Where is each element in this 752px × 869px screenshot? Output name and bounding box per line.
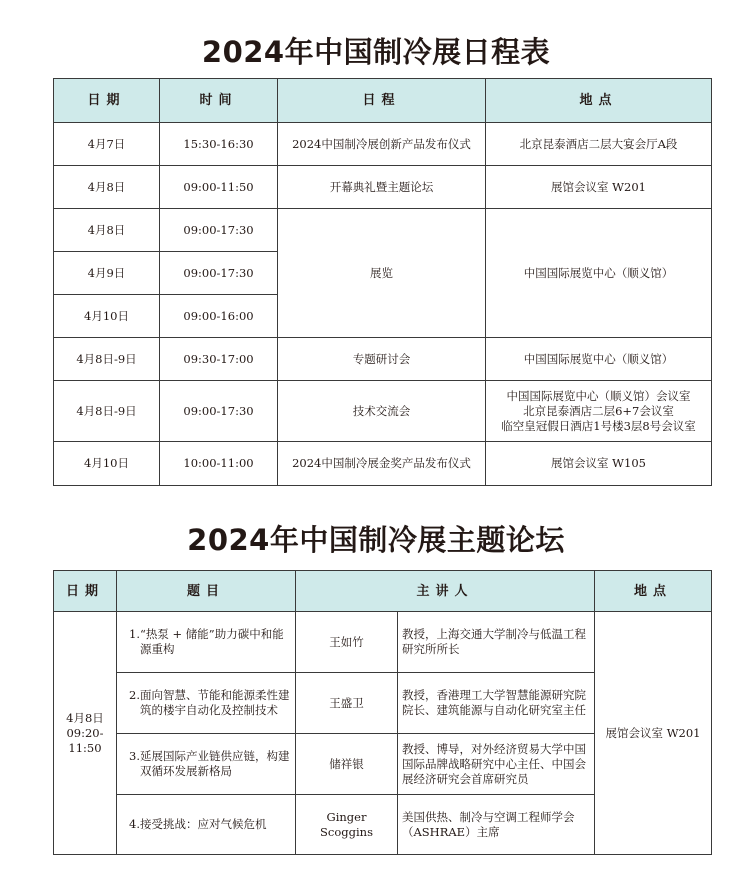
topic-number: 1. — [129, 627, 140, 641]
time-cell: 09:00-17:30 — [160, 252, 278, 295]
topic-cell — [117, 795, 296, 855]
date-cell: 4月8日 — [54, 209, 160, 252]
date-cell: 4月10日 — [54, 442, 160, 486]
date-cell: 4月9日 — [54, 252, 160, 295]
date-cell: 4月8日 — [54, 166, 160, 209]
bio-cell: 教授，香港理工大学智慧能源研究院院长、建筑能源与自动化研究室主任 — [398, 673, 595, 734]
topic-cell — [117, 673, 296, 734]
speaker-cell: 储祥银 — [296, 734, 398, 795]
event-cell: 开幕典礼暨主题论坛 — [278, 166, 486, 209]
table-row — [54, 381, 712, 442]
topic-text: 面向智慧、节能和能源柔性建筑的楼宇自动化及控制技术 — [139, 688, 290, 717]
event-cell: 技术交流会 — [278, 381, 486, 442]
time-cell: 09:00-16:00 — [160, 295, 278, 338]
bio-cell: 美国供热、制冷与空调工程师学会（ASHRAE）主席 — [398, 795, 595, 855]
venue-cell: 中国国际展览中心（顺义馆） — [486, 209, 712, 338]
venue-line: 中国国际展览中心（顺义馆）会议室 — [506, 388, 691, 403]
venue-line: 北京昆泰酒店二层6+7会议室 — [523, 403, 674, 418]
forum-header-row — [54, 571, 712, 612]
forum-table — [53, 570, 712, 855]
forum-date-cell — [54, 612, 117, 855]
date-cell: 4月8日-9日 — [54, 338, 160, 381]
col-header-time: 时间 — [160, 79, 278, 123]
col-header-venue: 地点 — [595, 571, 712, 612]
event-cell: 专题研讨会 — [278, 338, 486, 381]
venue-line: 临空皇冠假日酒店1号楼3层8号会议室 — [501, 418, 696, 433]
speaker-cell: 王如竹 — [296, 612, 398, 673]
topic-number: 3. — [129, 749, 140, 763]
speaker-cell: Ginger Scoggins — [296, 795, 398, 855]
col-header-date: 日期 — [54, 79, 160, 123]
table-row — [54, 123, 712, 166]
col-header-topic: 题目 — [117, 571, 296, 612]
table-row — [54, 612, 712, 673]
time-cell: 09:00-11:50 — [160, 166, 278, 209]
event-cell: 展览 — [278, 209, 486, 338]
schedule-table — [53, 78, 712, 486]
topic-number: 4. — [129, 817, 140, 831]
table-row — [54, 166, 712, 209]
topic-cell — [117, 734, 296, 795]
schedule-header-row — [54, 79, 712, 123]
topic-number: 2. — [129, 688, 140, 702]
col-header-date: 日期 — [54, 571, 117, 612]
table-row — [54, 442, 712, 486]
table-row — [54, 209, 712, 252]
venue-cell: 展馆会议室 W201 — [486, 166, 712, 209]
col-header-speaker: 主讲人 — [296, 571, 595, 612]
table-row — [54, 338, 712, 381]
topic-text: “热泵 + 储能”助力碳中和能源重构 — [139, 627, 284, 656]
venue-cell: 中国国际展览中心（顺义馆） — [486, 338, 712, 381]
col-header-venue: 地点 — [486, 79, 712, 123]
forum-time: 09:20-11:50 — [66, 725, 104, 755]
time-cell: 10:00-11:00 — [160, 442, 278, 486]
forum-venue-cell: 展馆会议室 W201 — [595, 612, 712, 855]
bio-cell: 教授、博导，对外经济贸易大学中国国际品牌战略研究中心主任、中国会展经济研究会首席研究员 — [398, 734, 595, 795]
schedule-title: 2024年中国制冷展日程表 — [201, 35, 551, 69]
time-cell: 09:30-17:00 — [160, 338, 278, 381]
col-header-event: 日程 — [278, 79, 486, 123]
speaker-cell: 王盛卫 — [296, 673, 398, 734]
time-cell: 09:00-17:30 — [160, 381, 278, 442]
topic-text: 延展国际产业链供应链，构建双循环发展新格局 — [139, 749, 290, 778]
venue-cell: 展馆会议室 W105 — [486, 442, 712, 486]
forum-date: 4月8日 — [66, 710, 104, 725]
time-cell: 15:30-16:30 — [160, 123, 278, 166]
date-cell: 4月10日 — [54, 295, 160, 338]
date-cell: 4月8日-9日 — [54, 381, 160, 442]
venue-cell — [486, 381, 712, 442]
event-cell: 2024中国制冷展金奖产品发布仪式 — [278, 442, 486, 486]
venue-cell: 北京昆泰酒店二层大宴会厅A段 — [486, 123, 712, 166]
forum-title: 2024年中国制冷展主题论坛 — [187, 523, 565, 557]
bio-cell: 教授，上海交通大学制冷与低温工程研究所所长 — [398, 612, 595, 673]
topic-text: 接受挑战：应对气候危机 — [139, 817, 267, 831]
date-cell: 4月7日 — [54, 123, 160, 166]
time-cell: 09:00-17:30 — [160, 209, 278, 252]
event-cell: 2024中国制冷展创新产品发布仪式 — [278, 123, 486, 166]
topic-cell — [117, 612, 296, 673]
